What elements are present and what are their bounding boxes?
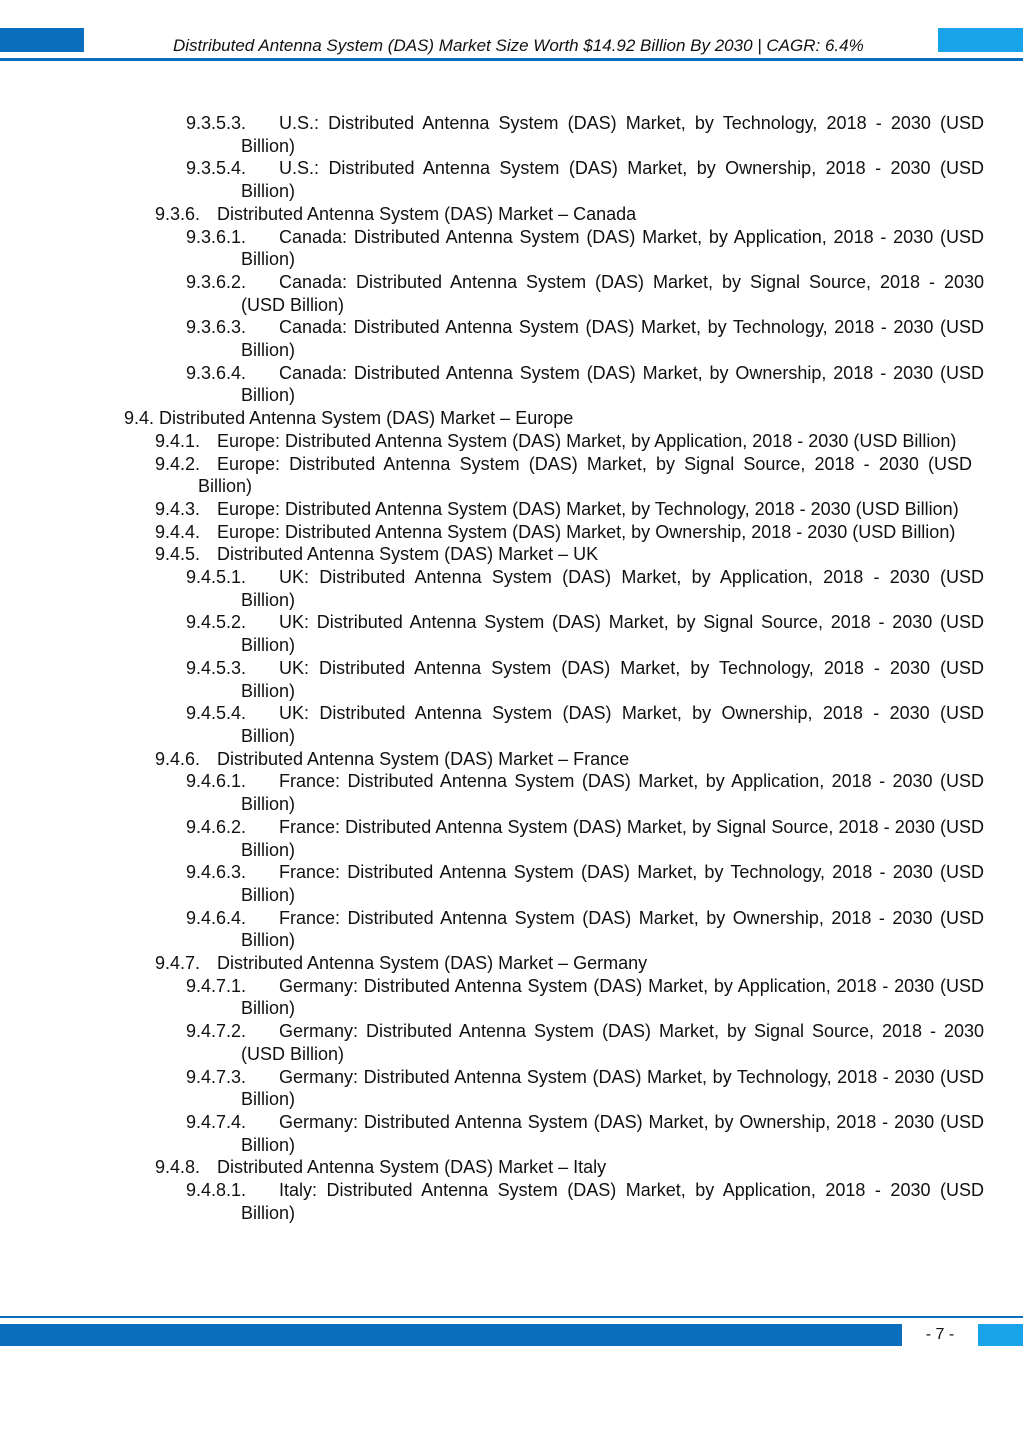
- footer-bar: [0, 1324, 902, 1346]
- toc-entry-number: 9.4.6.: [155, 748, 201, 769]
- toc-entry: [186, 816, 984, 861]
- toc-entry: [155, 748, 972, 771]
- footer-rule: [0, 1316, 1023, 1318]
- toc-entry-number: 9.4.1.: [155, 430, 201, 451]
- toc-entry-text: France: Distributed Antenna System (DAS) Market, by Application, 2018 - 2030 (USD Billion): [241, 771, 984, 815]
- toc-entry: [155, 453, 972, 498]
- toc-entry-text: Europe: Distributed Antenna System (DAS) Market, by Application, 2018 - 2030 (USD Billion): [217, 430, 957, 451]
- toc-entry-text: Canada: Distributed Antenna System (DAS) Market, by Signal Source, 2018 - 2030 (USD Billion): [241, 271, 984, 315]
- toc-entry-text: France: Distributed Antenna System (DAS) Market, by Signal Source, 2018 - 2030 (USD Billion): [241, 816, 984, 860]
- toc-entry: [186, 1066, 984, 1111]
- toc-entry-number: 9.3.6.2.: [186, 271, 247, 292]
- toc-entry-text: Distributed Antenna System (DAS) Market – France: [217, 748, 630, 769]
- toc-entry: [186, 611, 984, 656]
- toc-entry: [186, 1020, 984, 1065]
- toc-entry-text: Italy: Distributed Antenna System (DAS) Market, by Application, 2018 - 2030 (USD Billion): [241, 1180, 984, 1223]
- toc-entry-text: Germany: Distributed Antenna System (DAS) Market, by Application, 2018 - 2030 (USD Billion): [241, 975, 984, 1019]
- toc-entry-text: Europe: Distributed Antenna System (DAS) Market, by Ownership, 2018 - 2030 (USD Billion): [217, 521, 956, 542]
- toc-entry-text: UK: Distributed Antenna System (DAS) Market, by Ownership, 2018 - 2030 (USD Billion): [241, 703, 984, 746]
- header-title: Distributed Antenna System (DAS) Market Size Worth $14.92 Billion By 2030 | CAGR: 6.4%: [173, 36, 864, 55]
- toc-entry-number: 9.4.2.: [155, 453, 201, 474]
- toc-entry-number: 9.4.8.: [155, 1157, 201, 1178]
- toc-entry: [186, 157, 984, 202]
- toc-entry: [186, 1111, 984, 1156]
- toc-entry: [186, 226, 984, 271]
- toc-entry-text: Distributed Antenna System (DAS) Market – Europe: [159, 408, 574, 429]
- toc-entry: [186, 316, 984, 361]
- toc-entry-number: 9.3.5.4.: [186, 158, 247, 179]
- table-of-contents: [0, 112, 1023, 1224]
- toc-entry-number: 9.4.7.: [155, 953, 201, 974]
- toc-entry-text: Canada: Distributed Antenna System (DAS) Market, by Technology, 2018 - 2030 (USD Billion): [241, 317, 984, 361]
- toc-entry-text: UK: Distributed Antenna System (DAS) Market, by Technology, 2018 - 2030 (USD Billion): [241, 657, 984, 701]
- toc-entry: [186, 657, 984, 702]
- toc-entry-number: 9.4.7.4.: [186, 1111, 247, 1132]
- toc-entry-number: 9.4.7.3.: [186, 1066, 247, 1087]
- header-rule: [0, 58, 1023, 61]
- toc-entry-text: UK: Distributed Antenna System (DAS) Market, by Application, 2018 - 2030 (USD Billion): [241, 567, 984, 610]
- toc-entry-number: 9.4.4.: [155, 521, 201, 542]
- toc-entry: [186, 1179, 984, 1224]
- toc-entry: [186, 861, 984, 906]
- toc-entry-number: 9.4.7.2.: [186, 1021, 247, 1042]
- toc-entry: [186, 112, 984, 157]
- toc-entry-number: 9.3.6.4.: [186, 362, 247, 383]
- toc-entry-number: 9.4.5.4.: [186, 703, 247, 724]
- toc-entry-text: France: Distributed Antenna System (DAS) Market, by Ownership, 2018 - 2030 (USD Billion): [241, 907, 984, 951]
- toc-entry-number: 9.3.5.3.: [186, 113, 247, 133]
- toc-entry-text: Germany: Distributed Antenna System (DAS) Market, by Ownership, 2018 - 2030 (USD Billion): [241, 1111, 984, 1155]
- toc-entry-number: 9.4.5.3.: [186, 657, 247, 678]
- toc-entry-number: 9.4.7.1.: [186, 975, 247, 996]
- toc-entry: [155, 203, 972, 226]
- toc-entry: [155, 521, 972, 544]
- toc-entry-number: 9.4.6.4.: [186, 907, 247, 928]
- toc-entry-text: Distributed Antenna System (DAS) Market – UK: [217, 544, 599, 565]
- toc-entry-text: Germany: Distributed Antenna System (DAS) Market, by Technology, 2018 - 2030 (USD Billion): [241, 1066, 984, 1110]
- toc-entry: [186, 271, 984, 316]
- toc-entry-number: 9.4.3.: [155, 498, 201, 519]
- toc-entry-number: 9.4.5.: [155, 544, 201, 565]
- toc-entry: [155, 952, 972, 975]
- toc-entry-text: U.S.: Distributed Antenna System (DAS) Market, by Technology, 2018 - 2030 (USD Billion): [241, 113, 984, 156]
- page-number: - 7 -: [925, 1326, 955, 1343]
- toc-entry-text: Europe: Distributed Antenna System (DAS) Market, by Technology, 2018 - 2030 (USD Billion): [217, 498, 959, 519]
- toc-entry-text: Europe: Distributed Antenna System (DAS) Market, by Signal Source, 2018 - 2030 (USD Billion): [198, 453, 972, 497]
- toc-entry-number: 9.3.6.3.: [186, 317, 247, 338]
- toc-entry-number: 9.4.6.1.: [186, 771, 247, 792]
- toc-entry-text: U.S.: Distributed Antenna System (DAS) Market, by Ownership, 2018 - 2030 (USD Billion): [241, 158, 984, 202]
- toc-entry-number: 9.4.8.1.: [186, 1180, 247, 1201]
- toc-entry-number: 9.3.6.: [155, 203, 201, 224]
- toc-entry: [155, 1156, 972, 1179]
- toc-entry-text: Distributed Antenna System (DAS) Market – Italy: [217, 1157, 607, 1178]
- footer-accent-right: [978, 1324, 1023, 1346]
- toc-entry-text: Germany: Distributed Antenna System (DAS) Market, by Signal Source, 2018 - 2030 (USD Billion): [241, 1021, 984, 1064]
- header-accent-right: [938, 28, 1023, 52]
- toc-entry: [155, 543, 972, 566]
- toc-entry-number: 9.4.5.2.: [186, 612, 247, 633]
- toc-entry-number: 9.4.6.3.: [186, 862, 247, 883]
- toc-entry-text: Distributed Antenna System (DAS) Market – Germany: [217, 953, 648, 974]
- toc-entry: [186, 975, 984, 1020]
- toc-entry-text: Canada: Distributed Antenna System (DAS) Market, by Ownership, 2018 - 2030 (USD Billion): [241, 362, 984, 406]
- toc-entry-number: 9.4.6.2.: [186, 816, 247, 837]
- toc-entry-text: Distributed Antenna System (DAS) Market – Canada: [217, 203, 637, 224]
- toc-entry-number: 9.4.5.1.: [186, 567, 247, 588]
- toc-entry: [155, 430, 972, 453]
- toc-entry-number: 9.4.: [124, 408, 155, 429]
- toc-entry: [186, 907, 984, 952]
- toc-entry: [186, 362, 984, 407]
- toc-entry-number: 9.3.6.1.: [186, 226, 247, 247]
- header-accent-left: [0, 28, 84, 52]
- toc-entry: [124, 407, 929, 430]
- toc-entry: [155, 498, 972, 521]
- toc-entry-text: UK: Distributed Antenna System (DAS) Market, by Signal Source, 2018 - 2030 (USD Billion): [241, 612, 984, 656]
- toc-entry: [186, 770, 984, 815]
- toc-entry-text: Canada: Distributed Antenna System (DAS) Market, by Application, 2018 - 2030 (USD Billion): [241, 226, 984, 270]
- toc-entry-text: France: Distributed Antenna System (DAS) Market, by Technology, 2018 - 2030 (USD Billion): [241, 862, 984, 905]
- toc-entry: [186, 566, 984, 611]
- toc-entry: [186, 702, 984, 747]
